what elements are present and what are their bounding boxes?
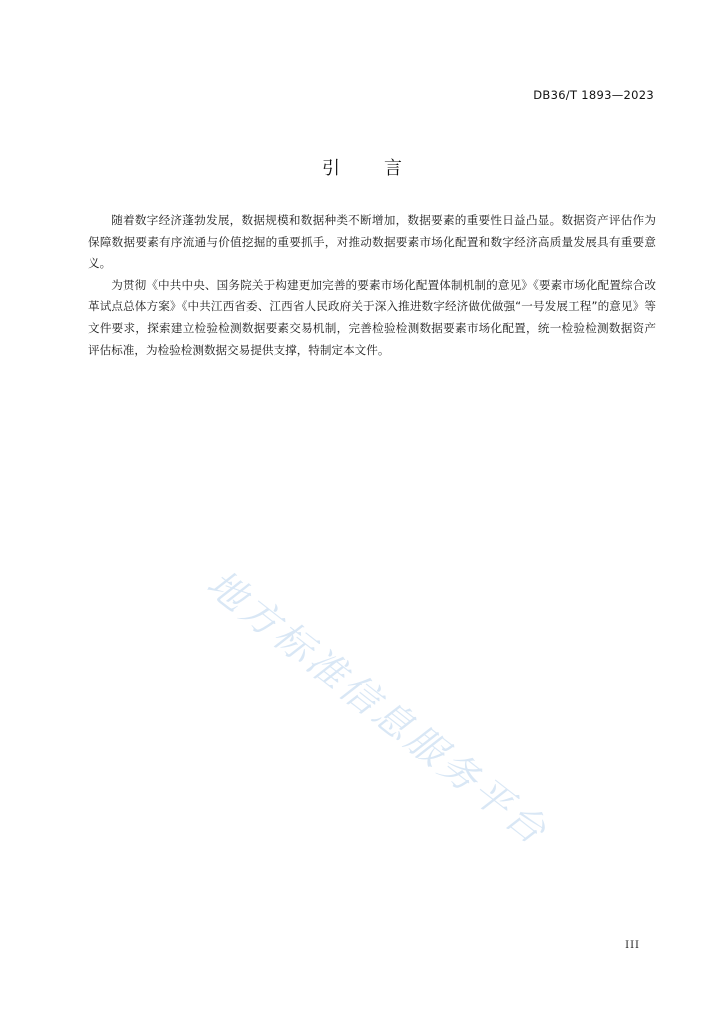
watermark-text: 地方标准信息服务平台: [198, 561, 557, 855]
page-number: III: [625, 940, 640, 951]
introduction-body: [88, 210, 656, 361]
paragraph-2: 为贯彻《中共中央、国务院关于构建更加完善的要素市场化配置体制机制的意见》《要素市场化配置综合改革试点总体方案》《中共江西省委、江西省人民政府关于深入推进数字经济做优做强“一号发展工程”的意见》等文件要求，探索建立检验检测数据要素交易机制，完善检验检测数据要素市场化配置，统一检验检测数据资产评估标准，为检验检测数据交易提供支撑，特制定本文件。: [88, 277, 656, 357]
section-title-char-1: 引: [322, 158, 340, 179]
document-code: DB36/T 1893—2023: [533, 88, 654, 102]
section-title: [0, 154, 724, 180]
paragraph-1: 随着数字经济蓬勃发展，数据规模和数据种类不断增加，数据要素的重要性日益凸显。数据资产评估作为保障数据要素有序流通与价值挖掘的重要抓手，对推动数据要素市场化配置和数字经济高质量发展具有重要意义。: [88, 213, 656, 271]
section-title-char-2: 言: [384, 158, 402, 179]
